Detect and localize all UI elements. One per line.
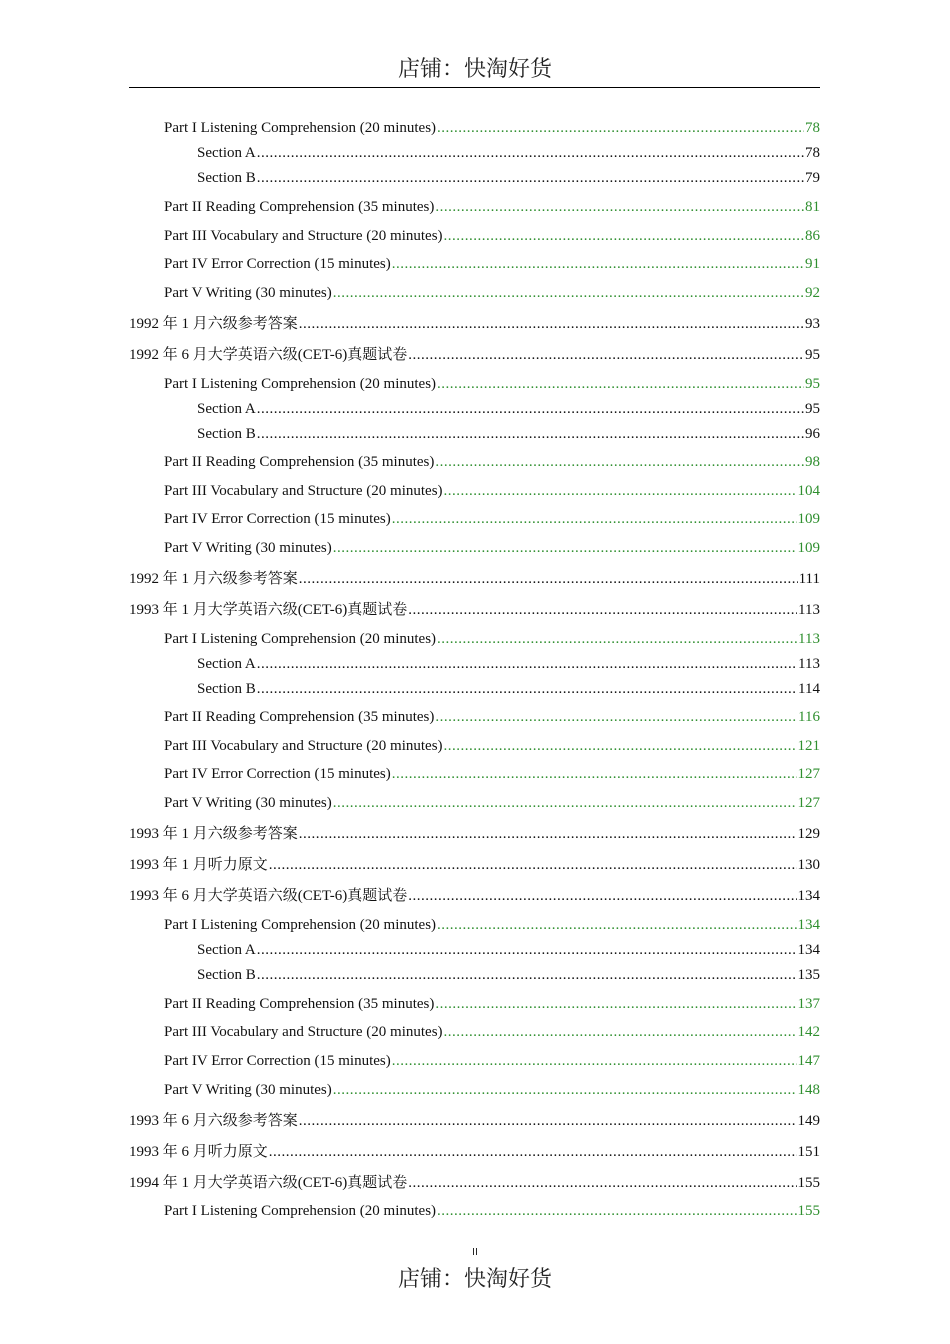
toc-entry-title: 1993 年 1 月听力原文 — [129, 857, 268, 873]
toc-dot-leader — [408, 599, 797, 621]
page-footer-title: 店铺：快淘好货 — [397, 1267, 552, 1292]
toc-entry[interactable] — [164, 1200, 820, 1222]
toc-entry-title: Part IV Error Correction (15 minutes) — [164, 766, 391, 782]
toc-entry-title: Part IV Error Correction (15 minutes) — [164, 511, 391, 527]
toc-dot-leader — [257, 939, 797, 961]
toc-entry-title: Section A — [197, 145, 256, 161]
toc-entry — [197, 167, 820, 189]
toc-entry-title: Part II Reading Comprehension (35 minutes) — [164, 454, 435, 470]
toc-dot-leader — [257, 653, 797, 675]
toc-entry — [129, 885, 820, 907]
toc-entry-title: 1994 年 1 月大学英语六级(CET-6)真题试卷 — [129, 1175, 408, 1191]
toc-entry-title: Part II Reading Comprehension (35 minutes) — [164, 996, 435, 1012]
toc-dot-leader — [299, 568, 798, 590]
toc-dot-leader — [269, 1141, 797, 1163]
toc-entry-page-number[interactable]: 137 — [797, 996, 820, 1012]
toc-entry-title: Part V Writing (30 minutes) — [164, 285, 332, 301]
toc-entry-title: Part II Reading Comprehension (35 minutes) — [164, 709, 435, 725]
toc-entry-page-number: 96 — [805, 426, 820, 442]
toc-dot-leader — [435, 993, 796, 1015]
toc-entry[interactable] — [164, 253, 820, 275]
toc-entry-title: Part V Writing (30 minutes) — [164, 1082, 332, 1098]
toc-dot-leader — [333, 1079, 797, 1101]
toc-dot-leader — [257, 142, 804, 164]
toc-entry-title: 1992 年 1 月六级参考答案 — [129, 316, 298, 332]
toc-entry[interactable] — [164, 225, 820, 247]
toc-entry-title: 1993 年 6 月六级参考答案 — [129, 1113, 298, 1129]
toc-entry-title: Section A — [197, 401, 256, 417]
toc-entry-page-number[interactable]: 142 — [797, 1024, 820, 1040]
toc-dot-leader — [437, 1200, 796, 1222]
toc-entry — [129, 568, 820, 590]
toc-entry-page-number: 135 — [797, 967, 820, 983]
toc-dot-leader — [392, 253, 804, 275]
toc-entry — [197, 423, 820, 445]
toc-entry-page-number: 129 — [797, 826, 820, 842]
toc-entry — [129, 599, 820, 621]
toc-dot-leader — [257, 678, 797, 700]
toc-entry-title: 1993 年 6 月大学英语六级(CET-6)真题试卷 — [129, 888, 408, 904]
toc-dot-leader — [437, 914, 796, 936]
toc-entry-title: Part IV Error Correction (15 minutes) — [164, 256, 391, 272]
toc-entry — [197, 678, 820, 700]
toc-dot-leader — [392, 508, 797, 530]
toc-entry[interactable] — [164, 628, 820, 650]
toc-entry[interactable] — [164, 196, 820, 218]
toc-dot-leader — [269, 854, 797, 876]
toc-entry[interactable] — [164, 1021, 820, 1043]
toc-entry-page-number: 113 — [798, 602, 820, 618]
toc-entry-title: 1993 年 6 月听力原文 — [129, 1144, 268, 1160]
toc-entry-title: 1993 年 1 月大学英语六级(CET-6)真题试卷 — [129, 602, 408, 618]
toc-entry[interactable] — [164, 282, 820, 304]
toc-entry-title: Part I Listening Comprehension (20 minutes) — [164, 120, 437, 136]
toc-dot-leader — [408, 885, 796, 907]
toc-dot-leader — [435, 706, 797, 728]
toc-entry-title: 1993 年 1 月六级参考答案 — [129, 826, 298, 842]
toc-entry[interactable] — [164, 373, 820, 395]
toc-entry — [129, 854, 820, 876]
toc-dot-leader — [299, 313, 804, 335]
toc-entry — [197, 653, 820, 675]
toc-entry-title: Section A — [197, 656, 256, 672]
toc-entry — [129, 344, 820, 366]
toc-entry-page-number[interactable]: 91 — [805, 256, 820, 272]
toc-entry-page-number[interactable]: 81 — [805, 199, 820, 215]
toc-entry-title: Part V Writing (30 minutes) — [164, 540, 332, 556]
toc-dot-leader — [392, 763, 797, 785]
toc-entry-page-number[interactable]: 109 — [797, 540, 820, 556]
toc-entry — [197, 964, 820, 986]
toc-entry-page-number[interactable]: 78 — [805, 120, 820, 136]
toc-dot-leader — [444, 735, 797, 757]
toc-entry-title: Part IV Error Correction (15 minutes) — [164, 1053, 391, 1069]
toc-entry-page-number[interactable]: 116 — [798, 709, 820, 725]
toc-entry-page-number: 78 — [805, 145, 820, 161]
toc-entry[interactable] — [164, 1050, 820, 1072]
toc-entry-title: Part III Vocabulary and Structure (20 minutes) — [164, 228, 443, 244]
toc-entry-page-number[interactable]: 127 — [797, 766, 820, 782]
toc-entry[interactable] — [164, 706, 820, 728]
toc-dot-leader — [333, 792, 797, 814]
toc-entry[interactable] — [164, 993, 820, 1015]
toc-entry — [129, 313, 820, 335]
page-number: II — [472, 1247, 478, 1258]
toc-entry-page-number[interactable]: 95 — [805, 376, 820, 392]
toc-entry — [197, 398, 820, 420]
toc-entry[interactable] — [164, 480, 820, 502]
toc-dot-leader — [444, 1021, 797, 1043]
toc-dot-leader — [299, 1110, 797, 1132]
toc-dot-leader — [257, 423, 804, 445]
toc-entry[interactable] — [164, 117, 820, 139]
toc-entry-title: Part I Listening Comprehension (20 minutes) — [164, 917, 437, 933]
toc-entry-page-number: 79 — [805, 170, 820, 186]
toc-entry-page-number: 134 — [797, 942, 820, 958]
toc-entry — [197, 939, 820, 961]
toc-entry — [129, 1110, 820, 1132]
toc-dot-leader — [257, 964, 797, 986]
toc-entry-title: Part II Reading Comprehension (35 minutes) — [164, 199, 435, 215]
toc-entry-page-number[interactable]: 109 — [797, 511, 820, 527]
toc-entry-page-number[interactable]: 104 — [797, 483, 820, 499]
toc-entry — [197, 142, 820, 164]
toc-entry-title: Section B — [197, 170, 256, 186]
toc-entry-page-number[interactable]: 113 — [798, 631, 820, 647]
toc-entry-page-number: 93 — [805, 316, 820, 332]
toc-entry[interactable] — [164, 537, 820, 559]
toc-entry-page-number: 114 — [798, 681, 820, 697]
toc-entry[interactable] — [164, 451, 820, 473]
toc-entry-page-number: 149 — [797, 1113, 820, 1129]
page-header-title: 店铺：快淘好货 — [397, 57, 552, 82]
toc-dot-leader — [437, 373, 804, 395]
toc-entry-page-number[interactable]: 134 — [797, 917, 820, 933]
toc-entry-page-number[interactable]: 98 — [805, 454, 820, 470]
header-divider — [129, 87, 820, 88]
toc-entry-title: 1992 年 6 月大学英语六级(CET-6)真题试卷 — [129, 347, 408, 363]
toc-dot-leader — [444, 480, 797, 502]
toc-entry[interactable] — [164, 1079, 820, 1101]
toc-entry[interactable] — [164, 763, 820, 785]
toc-entry-title: 1992 年 1 月六级参考答案 — [129, 571, 298, 587]
toc-entry-page-number: 155 — [797, 1175, 820, 1191]
toc-entry-page-number: 113 — [798, 656, 820, 672]
toc-entry-title: Part III Vocabulary and Structure (20 minutes) — [164, 483, 443, 499]
toc-entry-page-number: 111 — [798, 571, 820, 587]
toc-entry-title: Part III Vocabulary and Structure (20 minutes) — [164, 738, 443, 754]
toc-entry[interactable] — [164, 914, 820, 936]
toc-dot-leader — [257, 398, 804, 420]
toc-entry-page-number[interactable]: 86 — [805, 228, 820, 244]
toc-entry-page-number[interactable]: 148 — [797, 1082, 820, 1098]
toc-dot-leader — [437, 117, 804, 139]
toc-dot-leader — [333, 282, 804, 304]
toc-dot-leader — [299, 823, 797, 845]
toc-entry[interactable] — [164, 508, 820, 530]
toc-dot-leader — [435, 196, 804, 218]
toc-entry — [129, 1172, 820, 1194]
toc-entry-title: Part III Vocabulary and Structure (20 minutes) — [164, 1024, 443, 1040]
toc-entry-page-number: 130 — [797, 857, 820, 873]
toc-entry — [129, 1141, 820, 1163]
toc-dot-leader — [408, 1172, 796, 1194]
toc-entry-page-number[interactable]: 121 — [797, 738, 820, 754]
toc-dot-leader — [444, 225, 804, 247]
toc-entry-page-number[interactable]: 155 — [797, 1203, 820, 1219]
toc-entry[interactable] — [164, 792, 820, 814]
toc-entry-title: Section A — [197, 942, 256, 958]
toc-entry-page-number: 95 — [805, 347, 820, 363]
toc-entry-title: Part I Listening Comprehension (20 minutes) — [164, 1203, 437, 1219]
toc-dot-leader — [333, 537, 797, 559]
toc-dot-leader — [435, 451, 804, 473]
toc-entry-page-number: 151 — [797, 1144, 820, 1160]
toc-entry-page-number[interactable]: 127 — [797, 795, 820, 811]
toc-entry-title: Section B — [197, 426, 256, 442]
toc-entry-title: Part V Writing (30 minutes) — [164, 795, 332, 811]
toc-entry — [129, 823, 820, 845]
toc-entry-page-number: 95 — [805, 401, 820, 417]
toc-entry[interactable] — [164, 735, 820, 757]
toc-entry-title: Section B — [197, 681, 256, 697]
toc-dot-leader — [392, 1050, 797, 1072]
toc-entry-title: Section B — [197, 967, 256, 983]
toc-dot-leader — [408, 344, 804, 366]
toc-dot-leader — [257, 167, 804, 189]
toc-entry-page-number[interactable]: 147 — [797, 1053, 820, 1069]
toc-dot-leader — [437, 628, 797, 650]
toc-entry-title: Part I Listening Comprehension (20 minutes) — [164, 631, 437, 647]
toc-entry-page-number: 134 — [797, 888, 820, 904]
toc-entry-page-number[interactable]: 92 — [805, 285, 820, 301]
toc-entry-title: Part I Listening Comprehension (20 minutes) — [164, 376, 437, 392]
